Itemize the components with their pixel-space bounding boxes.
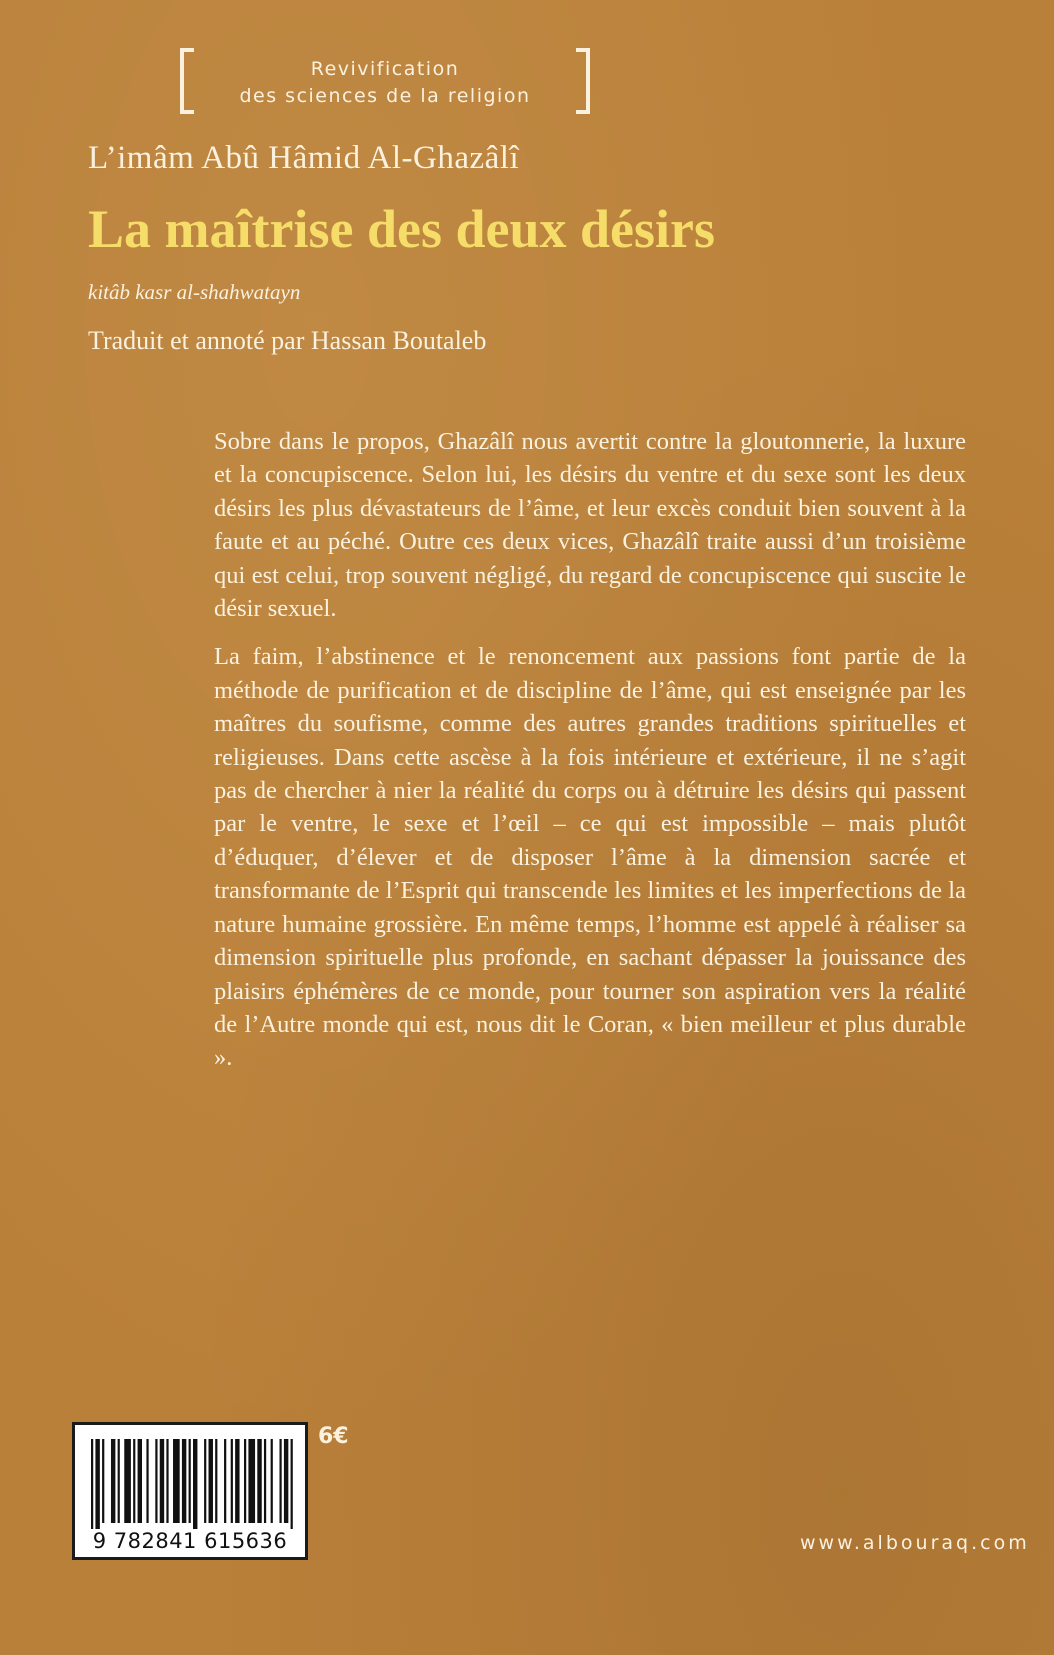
barcode-bar <box>235 1439 239 1523</box>
barcode-bar <box>182 1439 186 1523</box>
book-subtitle: kitâb kasr al-shahwatayn <box>88 280 301 304</box>
barcode-bar <box>257 1439 261 1523</box>
left-bracket <box>180 48 194 114</box>
barcode-bar <box>224 1439 226 1523</box>
barcode-bar <box>279 1439 281 1523</box>
barcode <box>72 1422 308 1560</box>
barcode-bar <box>146 1439 148 1523</box>
series-line-1: Revivification <box>310 58 460 80</box>
author-name: L’imâm Abû Hâmid Al-Ghazâlî <box>88 140 520 176</box>
barcode-bar <box>173 1439 180 1523</box>
translator-credit: Traduit et annoté par Hassan Boutaleb <box>88 326 487 355</box>
blurb <box>214 425 966 1090</box>
barcode-bar <box>271 1439 273 1523</box>
book-title: La maîtrise des deux désirs <box>88 199 715 259</box>
barcode-bar <box>231 1439 233 1523</box>
barcode-bar <box>133 1439 135 1523</box>
barcode-bar <box>193 1439 197 1529</box>
barcode-bar <box>91 1439 93 1529</box>
right-bracket <box>576 48 590 114</box>
barcode-bar <box>160 1439 164 1523</box>
blurb-paragraph-1: Sobre dans le propos, Ghazâlî nous avertit contre la gloutonnerie, la luxure et la concupiscence. Selon lui, les désirs du ventre et du sexe sont les deux désirs les plus dévastateurs de l’âme, et leur excès conduit bien souvent à la faute et au péché. Outre ces deux vices, Ghazâlî traite aussi d’un troisième qui est celui, trop souvent négligé, du regard de concupiscence qui suscite le désir sexuel. <box>214 428 966 623</box>
barcode-bar <box>118 1439 120 1523</box>
barcode-bar <box>264 1439 266 1523</box>
barcode-bar <box>248 1439 255 1523</box>
barcode-bar <box>244 1439 246 1523</box>
barcode-bar <box>166 1439 168 1523</box>
barcode-bar <box>284 1439 288 1523</box>
barcode-bar <box>138 1439 142 1523</box>
barcode-bar <box>189 1439 191 1523</box>
blurb-paragraph-2: La faim, l’abstinence et le renoncement aux passions font partie de la méthode de purification et de discipline de l’âme, qui est enseignée par les maîtres du soufisme, comme des autres grandes traditions spirituelles et religieuses. Dans cette ascèse à la fois intérieure et extérieure, il ne s’agit pas de chercher à nier la réalité du corps ou à détruire les désirs qui passent par le ventre, le sexe et l’œil – ce qui est impossible – mais plutôt d’éduquer, d’élever et de disposer l’âme à la dimension sacrée et transformante de l’Esprit qui transcende les limites et les imperfections de la nature humaine grossière. En même temps, l’homme est appelé à réaliser sa dimension spirituelle plus profonde, en sachant dépasser la jouissance des plaisirs éphémères de ce monde, pour tourner son aspiration vers la réalité de l’Autre monde qui est, nous dit le Coran, « bien meilleur et plus durable ». <box>214 643 966 1072</box>
barcode-bar <box>209 1439 213 1523</box>
barcode-bar <box>102 1439 104 1523</box>
price: 6€ <box>318 1424 349 1449</box>
series-line-2: des sciences de la religion <box>239 85 531 107</box>
series-name <box>200 56 570 110</box>
barcode-bar <box>291 1439 293 1529</box>
barcode-bar <box>124 1439 131 1523</box>
barcode-bar <box>215 1439 217 1523</box>
isbn-number: 9 782841 615636 <box>92 1529 288 1553</box>
barcode-bars-icon <box>91 1439 295 1529</box>
publisher-website: www.albouraq.com <box>800 1532 1030 1554</box>
barcode-bar <box>204 1439 206 1523</box>
barcode-bar <box>95 1439 99 1529</box>
barcode-bar <box>111 1439 115 1523</box>
series-bracket <box>180 48 590 118</box>
barcode-bar <box>155 1439 157 1523</box>
